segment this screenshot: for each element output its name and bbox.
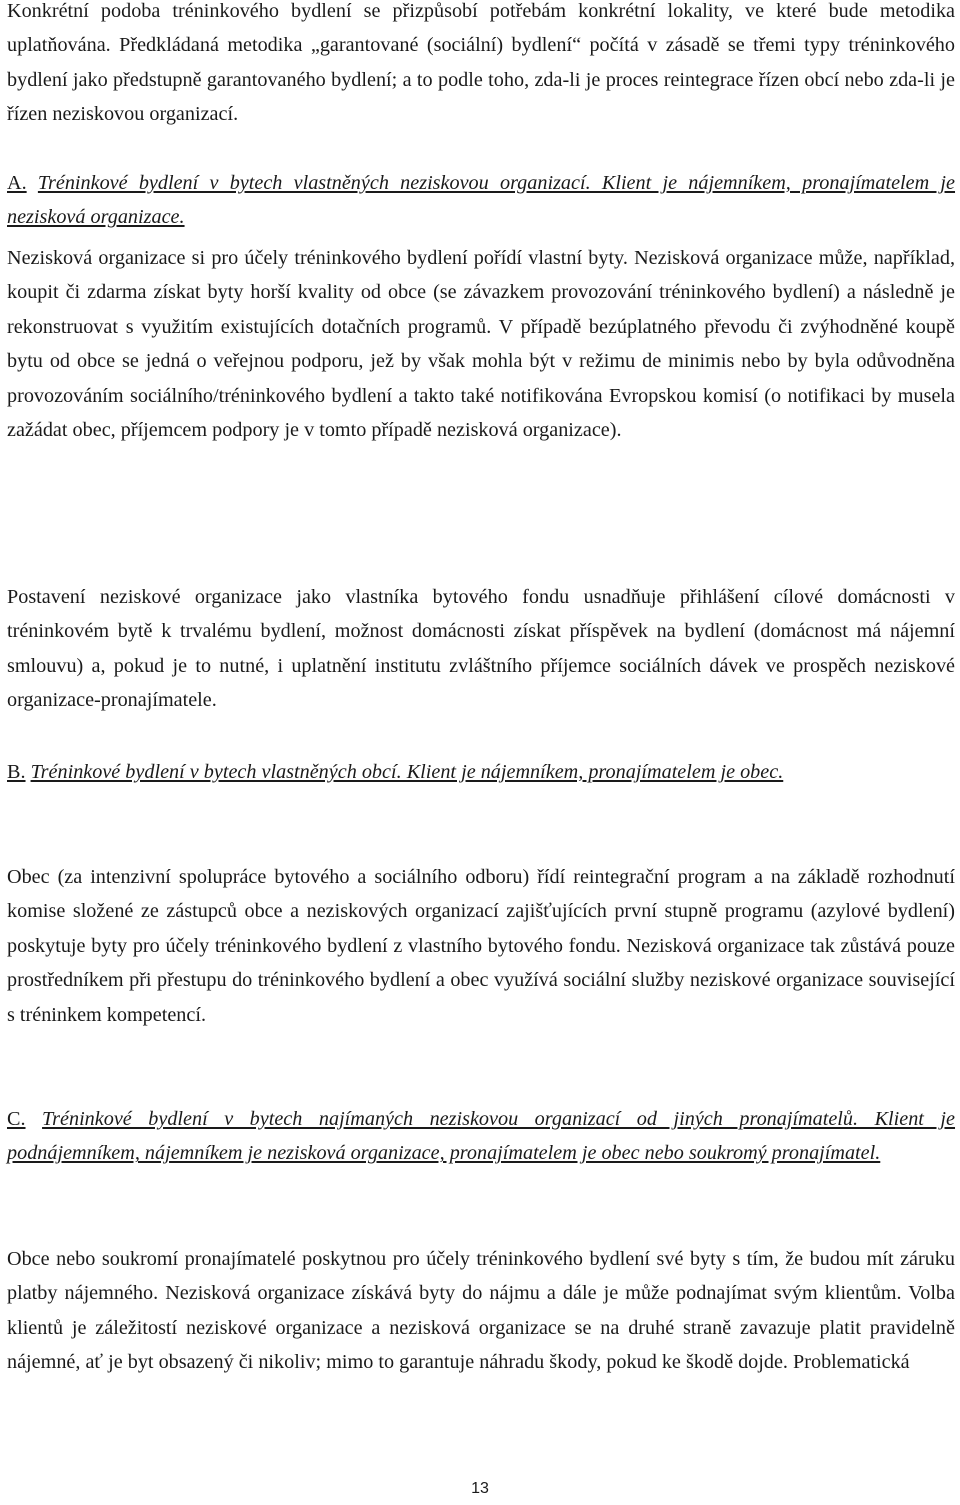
section-title-c: Tréninkové bydlení v bytech najímaných neziskovou organizací od jiných pronajímatelů. Klient je podnájemníkem, nájemníkem je nezisková organizace, pronajímatelem je obec nebo soukromý pronajímatel.	[7, 1108, 956, 1165]
paragraph-intro: Konkrétní podoba tréninkového bydlení se přizpůsobí potřebám konkrétní lokality, ve které bude metodika uplatňována. Předkládaná metodika „garantované (sociální) bydlení“ počítá v zásadě se třemi typy tréninkového bydlení jako předstupně garantovaného bydlení; a to podle toho, zda-li je proces reintegrace řízen obcí nebo zda-li je řízen neziskovou organizací.	[7, 0, 955, 126]
paragraph-a-body-2: Postavení neziskové organizace jako vlastníka bytového fondu usnadňuje přihlášení cílové domácnosti v tréninkovém bytě k trvalému bydlení, možnost domácnosti získat příspěvek na bydlení (domácnost má nájemní smlouvu) a, pokud je to nutné, i uplatnění institutu zvláštního příjemce sociálních dávek ve prospěch neziskové organizace-pronajímatele.	[7, 586, 955, 712]
paragraph-a-body: Nezisková organizace si pro účely tréninkového bydlení pořídí vlastní byty. Nezisková organizace může, například, koupit či zdarma získat byty horší kvality od obce (se závazkem provozování tréninkového bydlení) a následně je rekonstruovat s využitím existujících dotačních programů. V případě bezúplatného převodu či zvýhodněné koupě bytu od obce se jedná o veřejnou podporu, jež by však mohla být v režimu de minimis nebo by byla odůvodněna provozováním sociálního/tréninkového bydlení a takto také notifikována Evropskou komisí (o notifikaci by musela zažádat obec, příjemcem podpory je v tomto případě nezisková organizace).	[7, 247, 955, 442]
section-letter-b: B.	[7, 761, 26, 783]
paragraph-c-body: Obce nebo soukromí pronajímatelé poskytnou pro účely tréninkového bydlení své byty s tím, že budou mít záruku platby nájemného. Nezisková organizace získává byty do nájmu a dále je může podnajímat svým klientům. Volba klientů je záležitostí neziskové organizace a nezisková organizace se na druhé straně zavazuje platit pravidelně nájemné, ať je byt obsazený či nikoliv; mimo to garantuje náhradu škody, pokud ke škodě dojde. Problematická	[7, 1248, 955, 1374]
section-heading-c	[7, 1102, 955, 1171]
paragraph-b-body: Obec (za intenzivní spolupráce bytového a sociálního odboru) řídí reintegrační program a na základě rozhodnutí komise složené ze zástupců obce a neziskových organizací zajišťujících první stupně programu (azylové bydlení) poskytuje byty pro účely tréninkového bydlení z vlastního bytového fondu. Nezisková organizace tak zůstává pouze prostředníkem při přestupu do tréninkového bydlení a obec využívá sociální služby neziskové organizace související s tréninkem kompetencí.	[7, 866, 955, 1026]
page-number: 13	[471, 1480, 489, 1497]
section-letter-c: C.	[7, 1108, 26, 1130]
section-title-a: Tréninkové bydlení v bytech vlastněných neziskovou organizací. Klient je nájemníkem, pronajímatelem je nezisková organizace.	[7, 172, 956, 229]
section-letter-a: A.	[7, 172, 27, 194]
section-title-b: Tréninkové bydlení v bytech vlastněných obcí. Klient je nájemníkem, pronajímatelem je obec.	[30, 761, 784, 783]
section-heading-b	[7, 755, 955, 789]
section-heading-a	[7, 166, 955, 235]
